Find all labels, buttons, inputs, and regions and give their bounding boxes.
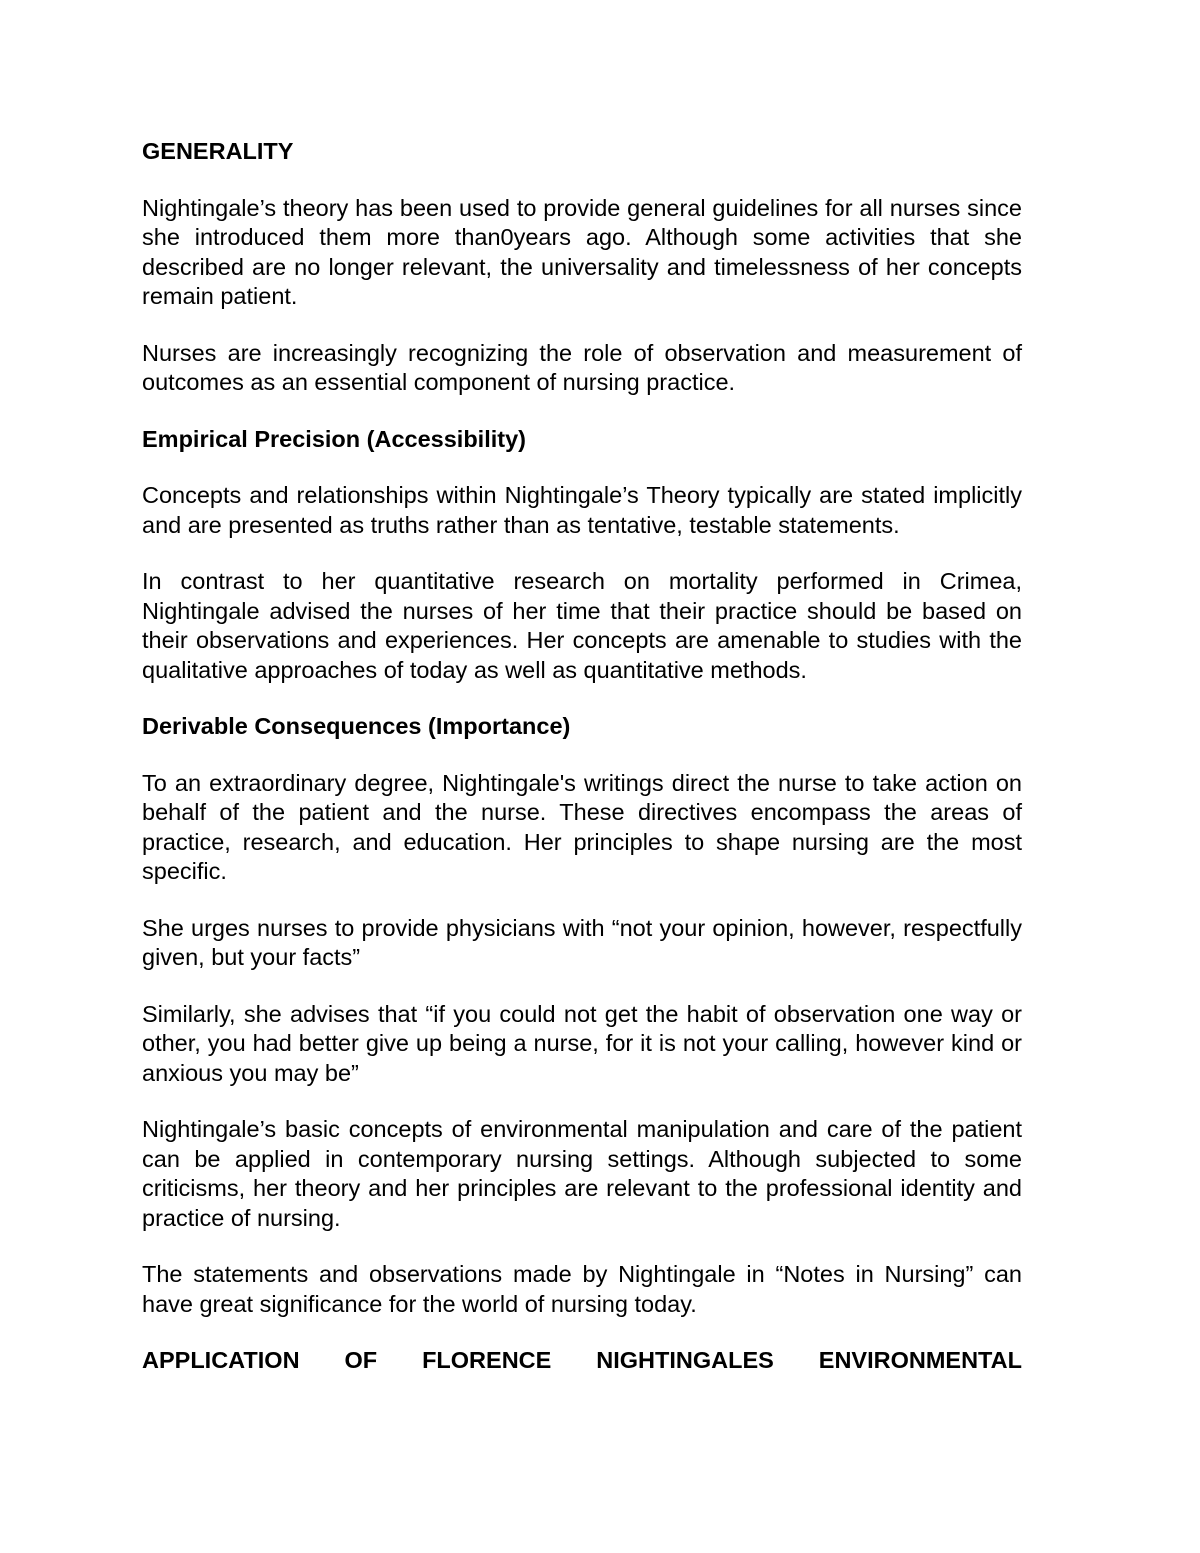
paragraph-observation-measurement: Nurses are increasingly recognizing the role of observation and measurement of outcomes as an essential component of nursing practice.: [142, 339, 1022, 395]
paragraph-generality-guidelines: Nightingale’s theory has been used to provide general guidelines for all nurses since she introduced them more than0years ago. Although some activities that she described are no longer relevant, the universality and timelessness of her concepts remain patient.: [142, 194, 1022, 309]
paragraph-extraordinary-degree: To an extraordinary degree, Nightingale's writings direct the nurse to take action on behalf of the patient and the nurse. These directives encompass the areas of practice, research, and education. Her principles to shape nursing are the most specific.: [142, 769, 1022, 884]
paragraph-habit-of-observation: Similarly, she advises that “if you could not get the habit of observation one way or other, you had better give up being a nurse, for it is not your calling, however kind or anxious you may be”: [142, 1000, 1022, 1086]
heading-empirical-precision: Empirical Precision (Accessibility): [142, 425, 526, 452]
paragraph-quantitative-research: In contrast to her quantitative research on mortality performed in Crimea, Nightingale advised the nurses of her time that their practice should be based on their observations and experiences. Her concepts are amenable to studies with the qualitative approaches of today as well as quantitative methods.: [142, 568, 1022, 683]
heading-generality: GENERALITY: [142, 138, 294, 164]
document-page: [142, 137, 1022, 1403]
paragraph-notes-in-nursing: The statements and observations made by Nightingale in “Notes in Nursing” can have great significance for the world of nursing today.: [142, 1261, 1022, 1317]
paragraph-environmental-manipulation: Nightingale’s basic concepts of environmental manipulation and care of the patient can be applied in contemporary nursing settings. Although subjected to some criticisms, her theory and her principles are relevant to the professional identity and practice of nursing.: [142, 1116, 1022, 1231]
heading-application: APPLICATION OF FLORENCE NIGHTINGALES ENVIRONMENTAL: [142, 1347, 1022, 1373]
heading-derivable-consequences: Derivable Consequences (Importance): [142, 713, 571, 739]
paragraph-physicians-facts: She urges nurses to provide physicians with “not your opinion, however, respectfully given, but your facts”: [142, 914, 1022, 970]
paragraph-concepts-relationships: Concepts and relationships within Nightingale’s Theory typically are stated implicitly and are presented as truths rather than as tentative, testable statements.: [142, 482, 1022, 538]
